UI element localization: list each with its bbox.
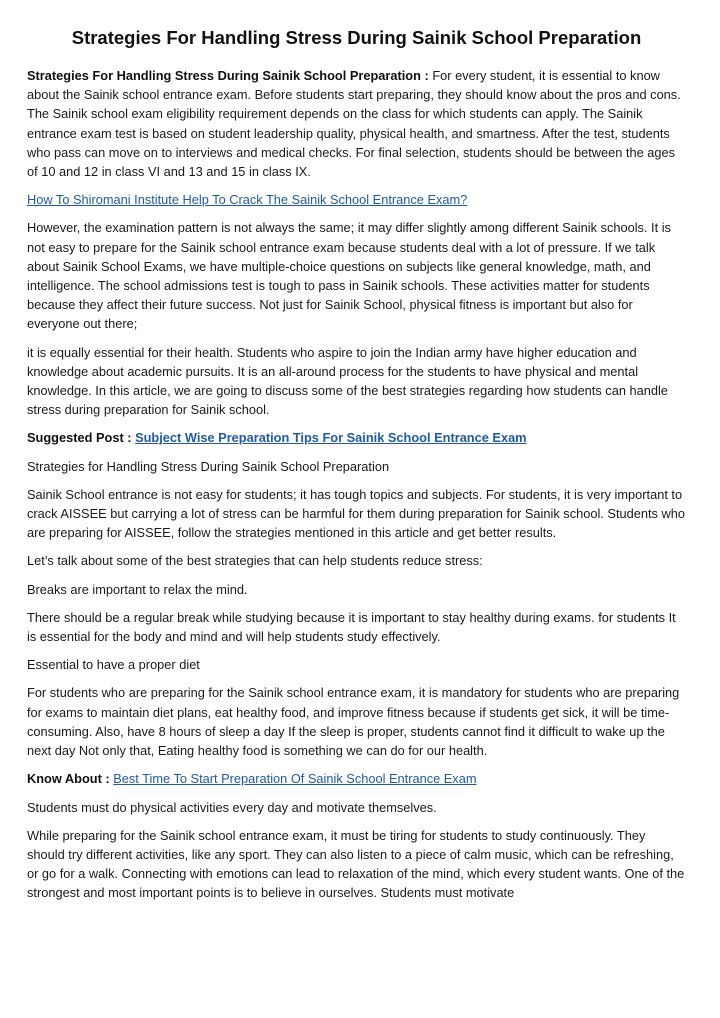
physical-activity-heading: Students must do physical activities every day and motivate themselves. (27, 799, 437, 815)
diet-paragraph: For students who are preparing for the Sainik school entrance exam, it is mandatory for students who are preparing for exams to maintain diet plans, eat healthy food, and improve fitness because if students get sick, it will be time-consuming. Also, have 8 hours of sleep a day If the sleep is proper, students cannot find it difficult to wake up the next day Not only that, Eating healthy food is something we can do for our health. (27, 685, 680, 759)
breaks-heading: Breaks are important to relax the mind. (27, 581, 248, 597)
best-strategies-intro: Let’s talk about some of the best strategies that can help students reduce stress: (27, 553, 483, 569)
know-about-label: Know About : (27, 771, 114, 787)
intro-lead: Strategies For Handling Stress During Sainik School Preparation : (27, 68, 429, 83)
health-paragraph: it is equally essential for their health. Students who aspire to join the Indian army have higher education and knowledge about academic pursuits. It is an all-around process for the students to have physical and mental knowledge. In this article, we are going to discuss some of the best strategies regarding how students can handle stress during preparation for Sainik school. (27, 344, 668, 418)
activities-paragraph: While preparing for the Sainik school entrance exam, it must be tiring for students to study continuously. They should try different activities, like any sport. They can also listen to a piece of calm music, which can be refreshing, or go for a walk. Connecting with emotions can lead to relaxation of the mind, which every student wants. One of the strongest and most important points is to believe in ourselves. Students must motivate (27, 827, 685, 901)
know-about (27, 769, 686, 788)
suggested-post-label: Suggested Post : (27, 430, 136, 446)
know-about-link[interactable]: Best Time To Start Preparation Of Sainik School Entrance Exam (113, 771, 477, 787)
shiromani-institute-link[interactable]: How To Shiromani Institute Help To Crack The Sainik School Entrance Exam? (27, 192, 468, 208)
page-title: Strategies For Handling Stress During Sainik School Preparation (71, 27, 642, 48)
breaks-paragraph: There should be a regular break while studying because it is important to stay healthy during exams. for students It is essential for the body and mind and will help students study effectively. (27, 609, 676, 645)
exam-pattern-paragraph: However, the examination pattern is not always the same; it may differ slightly among different Sainik schools. It is not easy to prepare for the Sainik school entrance exam because students deal with a lot of pressure. If we talk about Sainik School Exams, we have multiple-choice questions on subjects like general knowledge, math, and intelligence. The school admissions test is tough to pass in Sainik schools. These activities matter for students because they affect their future success. Not just for Sainik School, physical fitness is important but also for everyone out there; (27, 220, 671, 332)
intro-text: For every student, it is essential to know about the Sainik school entrance exam. Before students start preparing, they should know about the pros and cons. The Sainik school exam eligibility requirement depends on the class for which students can apply. The Sainik entrance exam test is based on student leadership quality, physical health, and smartness. After the test, students who pass can move on to interviews and medical checks. For final selection, students should be between the ages of 10 and 12 in class VI and 13 and 15 in class IX. (27, 68, 681, 180)
intro-paragraph (27, 66, 686, 181)
aissee-paragraph: Sainik School entrance is not easy for students; it has tough topics and subjects. For students, it is very important to crack AISSEE but carrying a lot of stress can be harmful for them during preparation for Sainik school. Students who are preparing for AISSEE, follow the strategies mentioned in this article and get better results. (27, 486, 685, 541)
suggested-post-link[interactable]: Subject Wise Preparation Tips For Sainik School Entrance Exam (135, 430, 527, 446)
suggested-post (27, 428, 686, 447)
link-paragraph (27, 190, 686, 209)
diet-heading: Essential to have a proper diet (27, 657, 200, 673)
strategies-heading: Strategies for Handling Stress During Sainik School Preparation (27, 458, 390, 474)
